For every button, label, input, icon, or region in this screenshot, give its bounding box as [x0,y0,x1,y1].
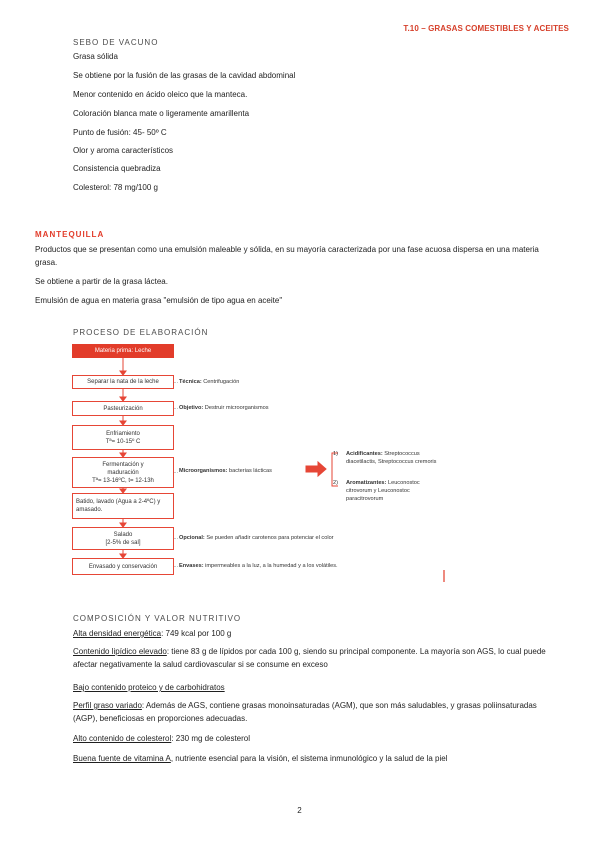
annotation-key: Objetivo: [179,405,204,411]
flow-step-separar-nata [72,375,174,389]
sebo-line: Se obtiene por la fusión de las grasas de la cavidad abdominal [73,71,296,80]
mantequilla-section-title: MANTEQUILLA [35,230,105,239]
composicion-item-key: Alta densidad energética [73,629,162,638]
sebo-line: Grasa sólida [73,52,118,61]
composicion-item-text: : tiene 83 g de lípidos por cada 100 g, siendo su principal componente. La mayoría son AGS, lo cual puede afectar negativamente la salud cardiovascular si se consume en exceso [73,647,546,669]
sebo-line: Coloración blanca mate o ligeramente amarillenta [73,109,250,118]
composicion-item [73,645,563,671]
annotation-envases [179,563,338,569]
annotation-key: Opcional: [179,535,205,541]
annotation-value: Centrifugación [201,379,240,385]
micro-item-number: 2) [333,480,338,486]
leader-line [174,472,178,473]
flow-step-label: Enfriamiento [106,430,140,437]
sebo-line: Olor y aroma característicos [73,146,174,155]
flow-step-pasteurizacion [72,401,174,416]
flow-step-fermentacion [72,457,174,488]
flow-step-sub: Tª= 10-15º C [105,438,141,445]
composicion-item-key: Perfil graso variado [73,701,142,710]
sebo-line: Punto de fusión: 45- 50º C [73,128,167,137]
annotation-key: Microorganismos: [179,468,228,474]
flow-step-label: Batido, lavado (Agua a 2-4ºC) y amasado. [76,499,161,513]
composicion-item [73,627,563,640]
page-number: 2 [297,806,302,815]
composicion-item-key: Buena fuente de vitamina A [73,754,171,763]
composicion-item [73,699,563,725]
annotation-key: Técnica: [179,379,202,385]
composicion-item [73,732,563,745]
flow-step-salado [72,527,174,550]
mantequilla-paragraph: Emulsión de agua en materia grasa "emulsión de tipo agua en aceite" [35,296,283,305]
flow-step-envasado [72,558,174,575]
annotation-opcional [179,535,334,541]
flow-step-label: Fermentación y maduración [102,461,144,476]
sebo-line: Consistencia quebradiza [73,164,161,173]
annotation-key: Envases: [179,563,204,569]
micro-item-key: Acidificantes: [346,451,383,457]
micro-block-arrow [306,462,326,476]
proceso-section-title: PROCESO DE ELABORACIÓN [73,328,209,337]
micro-item-aromatizantes [346,479,446,503]
mantequilla-paragraph: Productos que se presentan como una emulsión maleable y sólida, en su mayoría caracterizada por una fase acuosa dispersa en una materia grasa. [35,245,539,267]
leader-line [174,408,178,409]
sebo-line: Colesterol: 78 mg/100 g [73,183,158,192]
composicion-item-text: : 749 kcal por 100 g [161,629,232,638]
sebo-section-title: SEBO DE VACUNO [73,38,159,47]
composicion-item-key: Bajo contenido proteico y de carbohidratos [73,683,225,692]
document-header: T.10 – GRASAS COMESTIBLES Y ACEITES [403,24,569,33]
annotation-value: bacterias lácticas [227,468,272,474]
micro-item-value: Streptococcus diacetilactis, Streptococcus cremoris [346,451,437,465]
composicion-item [73,752,563,765]
flow-step-label: Separar la nata de la leche [87,379,159,385]
micro-item-value: Leuconostoc citrovorum y Leuconostoc paracitrovorum [346,480,420,502]
composicion-item [73,681,563,694]
flow-step-label: Envasado y conservación [88,563,158,570]
annotation-microorganismos [179,468,272,474]
composicion-item-text: : 230 mg de colesterol [171,734,251,743]
flow-step-label: Salado [113,531,133,538]
annotation-tecnica [179,379,239,385]
micro-item-number: 1) [333,451,338,457]
flow-step-batido [72,493,174,519]
leader-line [174,538,178,539]
sebo-line: Menor contenido en ácido oleico que la manteca. [73,90,248,99]
composicion-section-title: COMPOSICIÓN Y VALOR NUTRITIVO [73,614,242,623]
composicion-item-text: : Además de AGS, contiene grasas monoinsaturadas (AGM), que son más saludables, y grasas poliinsaturadas (AGP), beneficiosas en proporciones adecuadas. [73,701,537,723]
mantequilla-paragraph: Se obtiene a partir de la grasa láctea. [35,277,168,286]
leader-line [174,566,178,567]
annotation-value: Se pueden añadir carotenos para potenciar el color [204,535,334,541]
composicion-item-key: Contenido lipídico elevado [73,647,167,656]
flow-step-label: Pasteurización [103,405,143,412]
flow-step-sub: Tª= 13-16ºC, t= 12-13h [92,477,154,484]
annotation-objetivo [179,405,269,411]
flow-step-enfriamiento [72,425,174,450]
flow-step-sub: [2-5% de sal] [105,539,141,546]
flow-step-materia-prima [72,344,174,358]
annotation-value: Destruir microorganismos [203,405,269,411]
micro-item-acidificantes [346,450,446,466]
micro-item-key: Aromatizantes: [346,480,387,486]
leader-line [174,382,178,383]
flow-step-label: Materia prima: Leche [94,348,152,354]
composicion-item-key: Alto contenido de colesterol [73,734,172,743]
composicion-item-text: , nutriente esencial para la visión, el sistema inmunológico y la salud de la piel [170,754,448,763]
annotation-value: impermeables a la luz, a la humedad y a los volátiles. [203,563,338,569]
